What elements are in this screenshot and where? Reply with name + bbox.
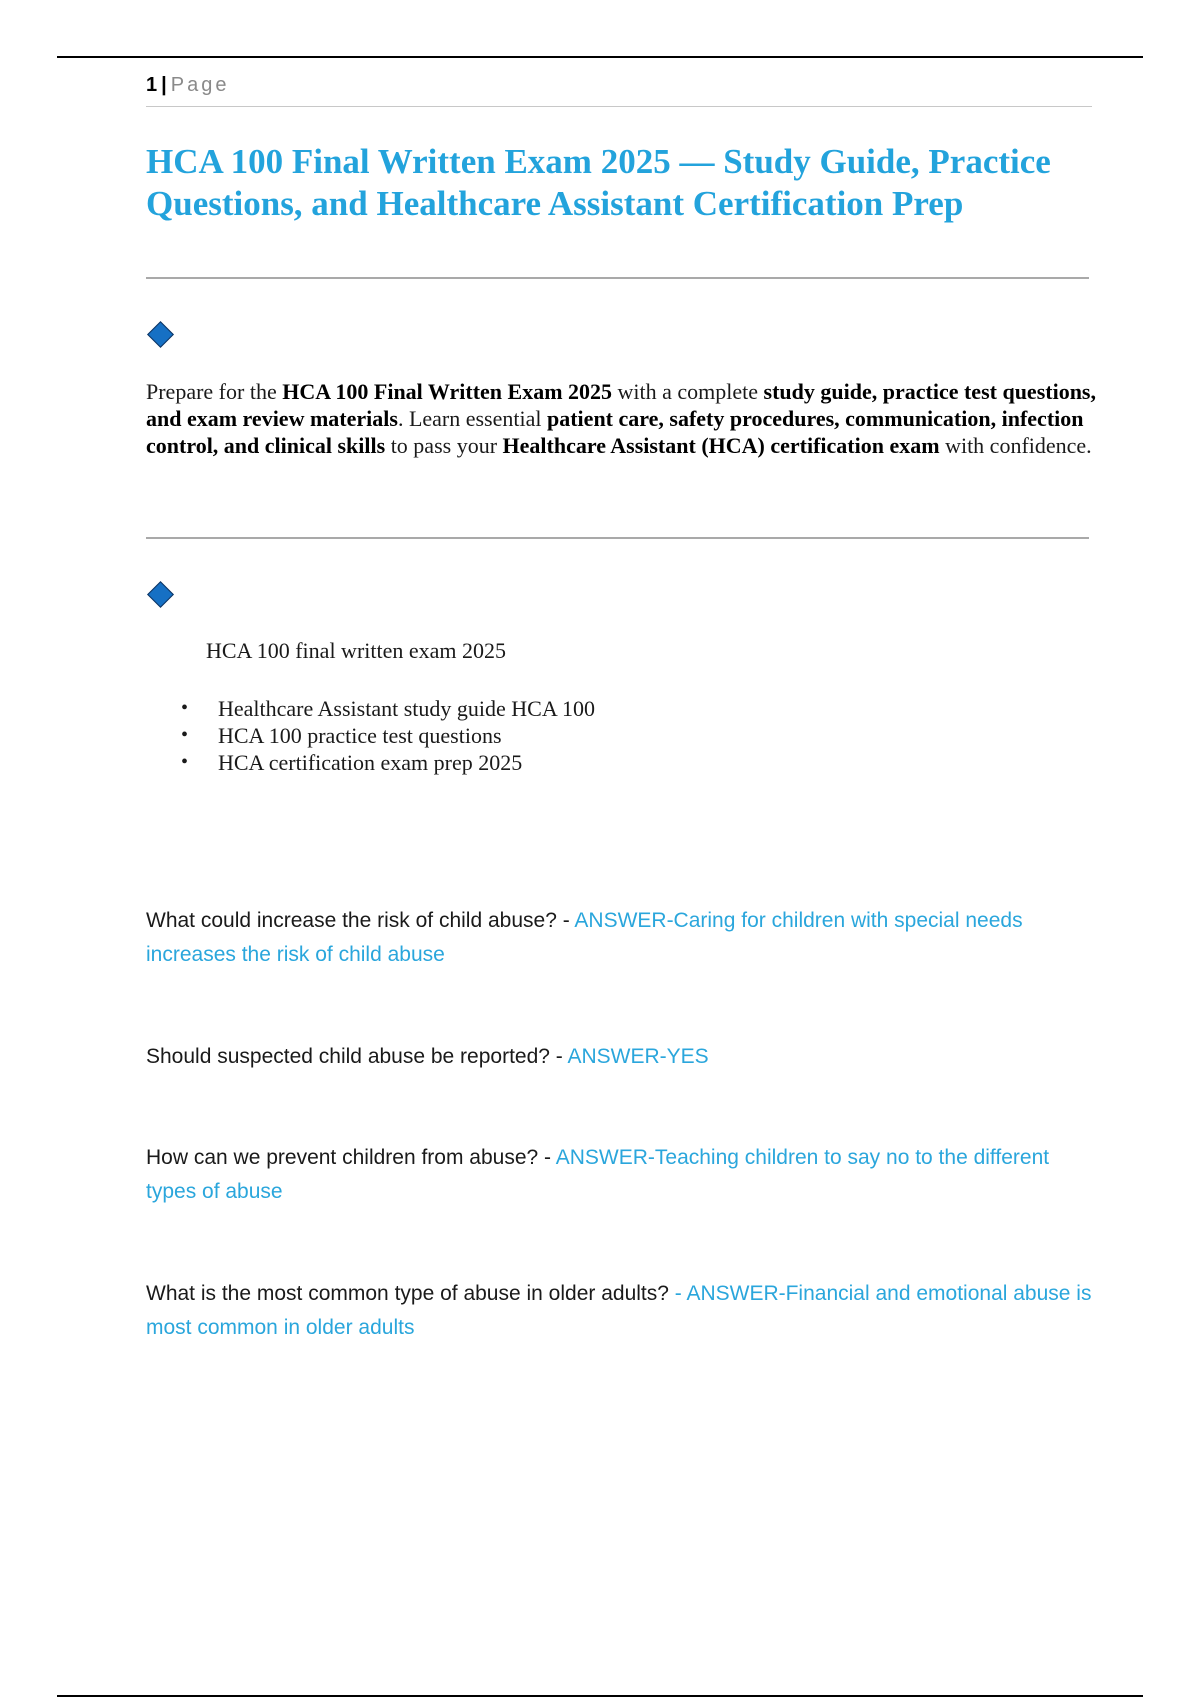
intro-bold-exam: HCA 100 Final Written Exam 2025 <box>282 379 613 404</box>
list-item: • HCA certification exam prep 2025 <box>146 749 595 776</box>
question-text: What could increase the risk of child abuse? - <box>146 909 575 932</box>
intro-text: with confidence. <box>939 433 1092 458</box>
intro-bold-certification: Healthcare Assistant (HCA) certification exam <box>502 433 940 458</box>
page-separator: | <box>161 74 167 96</box>
list-item: • Healthcare Assistant study guide HCA 100 <box>146 695 595 722</box>
intro-paragraph <box>146 378 1096 459</box>
keywords-heading: HCA 100 final written exam 2025 <box>206 638 507 663</box>
qa-item <box>146 1277 1096 1345</box>
document-title: HCA 100 Final Written Exam 2025 — Study Guide, Practice Questions, and Healthcare Assistant Certification Prep <box>146 142 1051 223</box>
qa-item <box>146 904 1096 972</box>
intro-bold-materials: study guide, practice test questions, and exam review materials <box>146 379 1096 431</box>
page-number: 1 <box>146 74 158 96</box>
section-divider <box>146 537 1089 539</box>
question-text: How can we prevent children from abuse? - <box>146 1146 556 1169</box>
question-text: Should suspected child abuse be reported? - <box>146 1045 568 1068</box>
diamond-bullet-icon <box>147 321 174 348</box>
diamond-bullet-icon <box>147 581 174 608</box>
page-label: Page <box>170 74 230 96</box>
intro-text: . Learn essential <box>397 406 547 431</box>
section-divider <box>146 277 1089 279</box>
keywords-list <box>146 695 595 776</box>
answer-text: ANSWER-Teaching children to say no to the different types of abuse <box>146 1146 1050 1203</box>
intro-text: Prepare for the <box>146 379 283 404</box>
qa-item <box>146 1141 1096 1209</box>
bottom-page-border <box>57 1695 1143 1697</box>
intro-bold-skills: patient care, safety procedures, communication, infection control, and clinical skills <box>146 406 1084 458</box>
page-header <box>146 74 1092 107</box>
top-page-border <box>57 56 1143 58</box>
answer-text: ANSWER-Caring for children with special needs increases the risk of child abuse <box>146 909 1023 966</box>
question-text: What is the most common type of abuse in older adults? <box>146 1282 669 1305</box>
answer-text: ANSWER-YES <box>567 1045 709 1068</box>
answer-text: - ANSWER-Financial and emotional abuse is most common in older adults <box>146 1282 1092 1339</box>
qa-item <box>146 1040 1096 1074</box>
list-item: • HCA 100 practice test questions <box>146 722 595 749</box>
intro-text: with a complete <box>612 379 764 404</box>
intro-text: to pass your <box>385 433 503 458</box>
